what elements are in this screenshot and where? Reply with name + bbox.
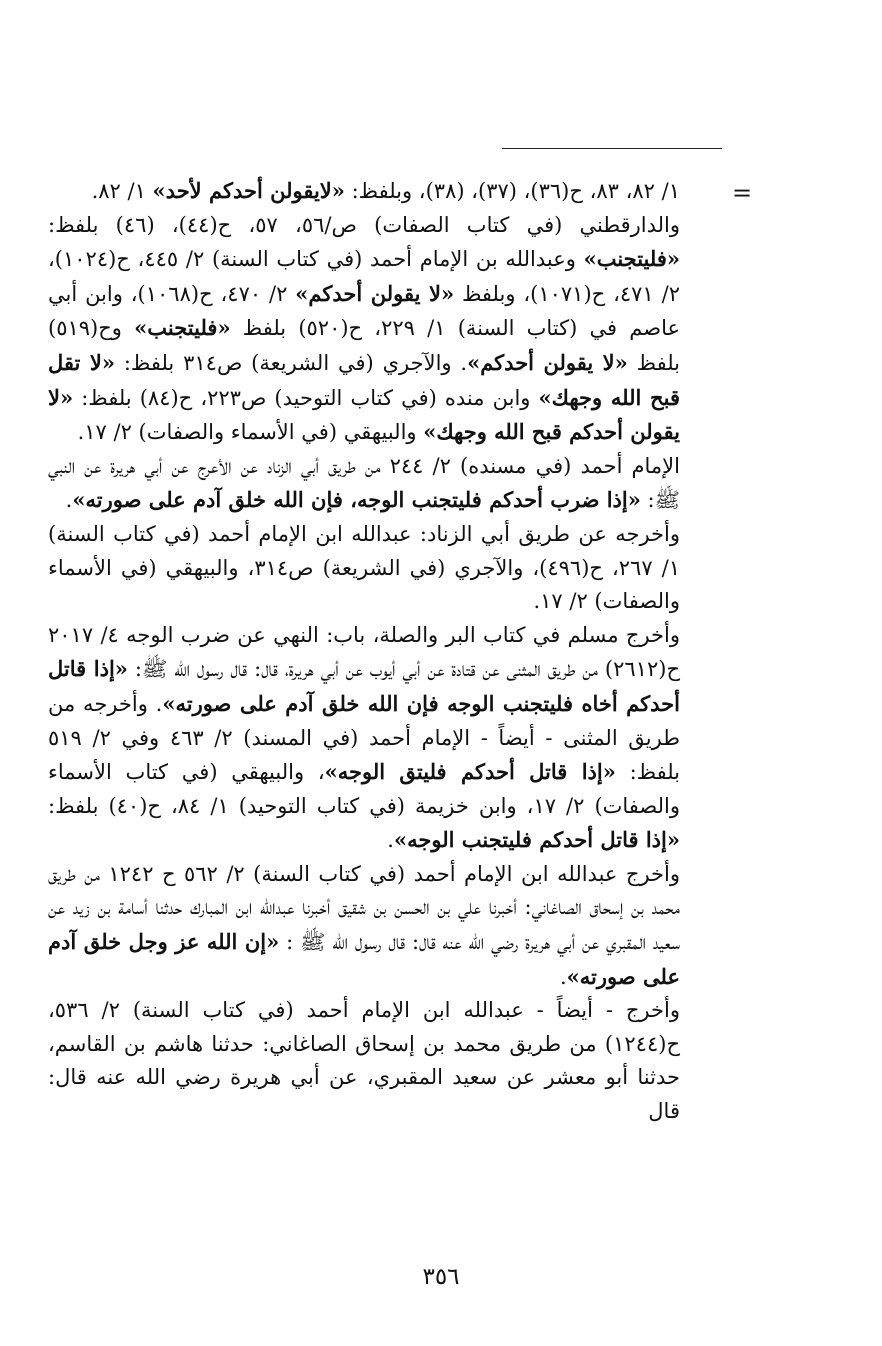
page-number: ٣٥٦ [422, 1264, 460, 1290]
citation-text: ١/ ٨٢. [91, 179, 153, 203]
citation-text: الإمام أحمد (في مسنده) ٢/ ٢٤٤ من طريق أبي الزناد عن الأعرج عن أبي هريرة عن النبي ﷺ: [48, 453, 680, 513]
hadith-quote: «لا يقولن أحدكم» [467, 349, 628, 375]
citation-text: وأخرج عبدالله ابن الإمام أحمد (في كتاب السنة) ٢/ ٥٦٢ ح ١٢٤٢ من طريق محمد بن إسحاق الصاغاني: أخبرنا علي بن الحسن بن شقيق أخبرنا عبدالله ابن المبارك حدثنا أسامة بن زيد عن سعيد المقبري عن أبي هريرة رضي الله عنه قال: قال رسول الله ﷺ : [48, 861, 681, 955]
hadith-quote: «إذا قاتل أحدكم فليتق الوجه» [324, 759, 616, 785]
hadith-quote: «فليتجنب» [583, 246, 681, 272]
citation-text: ، والبيهقي (في كتاب الأسماء والصفات) ٢/ ١٧، وابن خزيمة (في كتاب التوحيد) ١/ ٨٤، ح(٤٠) بلفظ: [48, 760, 681, 818]
footnote-paragraph [48, 994, 680, 1128]
citation-text: وأخرجه عن طريق أبي الزناد: عبدالله ابن الإمام أحمد (في كتاب السنة) ١/ ٢٦٧، ح(٤٩٦)، والآجري (في الشريعة) ص٣١٤، والبيهقي (في الأسماء والصفات) ٢/ ١٧. [48, 521, 681, 614]
hadith-quote: «لا يقولن أحدكم» [295, 280, 455, 306]
citation-text: . [559, 964, 567, 989]
footnote-text [48, 174, 680, 1129]
citation-text: . [387, 828, 394, 853]
hadith-quote: «إن الله عز وجل خلق آدم على صورته» [48, 929, 680, 989]
footnote-paragraph [48, 518, 680, 619]
hadith-quote: «لا يقولن أحدكم قبح الله وجهك» [48, 384, 680, 445]
hadith-quote: «إذا ضرب أحدكم فليتجنب الوجه، فإن الله خلق آدم على صورته» [72, 487, 641, 513]
citation-text: . وأخرجه من طريق المثنى - أيضاً - الإمام أحمد (في المسند) ٢/ ٤٦٣ وفي ٢/ ٥١٩ بلفظ: [48, 691, 681, 785]
hadith-quote: «لا تقل قبح الله وجهك» [48, 349, 680, 410]
citation-text: والدارقطني (في كتاب الصفات) ص/٥٦، ٥٧، ح(٤٤)، (٤٦) بلفظ: [48, 212, 681, 237]
footnote-paragraph [48, 209, 680, 450]
hadith-quote: «إذا قاتل أحدكم أخاه فليتجنب الوجه فإن الله خلق آدم على صورته» [48, 656, 680, 716]
continuation-mark: = [731, 179, 753, 207]
footnote-separator-rule [502, 148, 722, 149]
footnote-paragraph [48, 174, 680, 209]
citation-text: والبيهقي (في الأسماء والصفات) ٢/ ١٧. [77, 420, 424, 445]
citation-text: . [65, 488, 73, 513]
citation-text: وعبدالله بن الإمام أحمد (في كتاب السنة) ٢/ ٤٤٥، ح(١٠٢٤)، ٢/ ٤٧١، ح(١٠٧١)، وبلفظ [48, 247, 680, 306]
footnote-paragraph [48, 450, 680, 518]
footnote-paragraph [48, 619, 680, 858]
footnote-paragraph [48, 858, 680, 994]
citation-text: . والآجري (في الشريعة) ص٣١٤ بلفظ: [114, 350, 468, 375]
citation-text: وأخرج مسلم في كتاب البر والصلة، باب: النهي عن ضرب الوجه ٤/ ٢٠١٧ ح(٢٦١٢) من طريق المثنى عن قتادة عن أبي أيوب عن أبي هريرة، قال: قال رسول الله ﷺ: [48, 622, 680, 682]
citation-text: ٢/ ٤٧٠، ح(١٠٦٨)، وابن أبي عاصم في (كتاب السنة) ١/ ٢٢٩، ح(٥٢٠) بلفظ [48, 281, 680, 341]
hadith-quote: «إذا قاتل أحدكم فليتجنب الوجه» [393, 827, 680, 853]
hadith-quote: «لايقولن أحدكم لأحد» [152, 178, 345, 203]
hadith-quote: «فليتجنب» [134, 315, 231, 341]
citation-text: وأخرج - أيضاً - عبدالله ابن الإمام أحمد (في كتاب السنة) ٢/ ٥٣٦، ح(١٢٤٤) من طريق محمد بن إسحاق الصاغاني: حدثنا هاشم بن القاسم، حدثنا أبو معشر عن سعيد المقبري، عن أبي هريرة رضي الله عنه قال: قال [48, 998, 680, 1124]
citation-text: وابن منده (في كتاب التوحيد) ص٢٢٣، ح(٨٤) بلفظ: [73, 385, 539, 410]
citation-text: وح(٥١٩) بلفظ [48, 316, 680, 375]
citation-text: ١/ ٨٢، ٨٣، ح(٣٦)، (٣٧)، (٣٨)، وبلفظ: [344, 179, 680, 203]
